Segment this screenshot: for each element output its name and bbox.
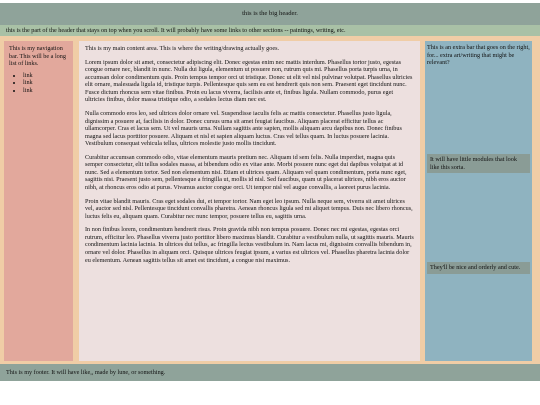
extra-module-text: They'll be nice and orderly and cute. xyxy=(430,264,521,271)
extra-intro: This is an extra bar that goes on the right, for... extra art/writing that might be relevant? xyxy=(427,44,530,67)
main-intro: This is my main content area. This is where the writing/drawing actually goes. xyxy=(85,45,280,52)
main-paragraph: Lorem ipsum dolor sit amet, consectetur adipiscing elit. Donec egestas enim nec mattis interdum. Phasellus tortor justo, egestas congue ornare nec, blandit in nunc. Nulla dui ligula, elementum ut posuere non, rutrum quis mi. Phasellus porta turpis urna, in accumsan dolor condimentum quis. Proin tempus tempor orci ut tristique. Donec ut elit vel nisl pulvinar volutpat. Phasellus ultricies elit ornare, malesuada ligula id, tristique turpis. Pellentesque quis sem eu est hendrerit quis non sem. Praesent eget tincidunt nunc. Fusce dictum rhoncus sem vitae finibus. Proin eu lacus viverra, facilisis ante et, finibus ligula. Nullam commodo, purus eget ultricies finibus, dolor massa tristique odio, a sodales lectus diam nec est. xyxy=(85,58,413,104)
nav-link-item xyxy=(23,87,68,95)
footer-text: This is my footer. It will have like,, made by lune, or something. xyxy=(6,369,166,376)
sticky-header xyxy=(0,25,540,36)
nav-link[interactable]: link xyxy=(23,71,33,79)
nav-link-item xyxy=(23,79,68,87)
navigation-bar xyxy=(4,41,73,361)
footer xyxy=(0,364,540,381)
main-paragraph: In non finibus lorem, condimentum hendrerit risus. Proin gravida nibh non tempus posuere. Donec nec mi egestas, egestas orci rutrum, efficitur leo. Phasellus viverra justo porttitor libero maximus blandit. Curabitur a vestibulum nulla, ut sagittis mauris. Mauris condimentum lacinia lacinia. In ultrices dui tellus, ac fringilla lectus vestibulum in. Nam lacus mi, dignissim convallis bibendum in, ornare vel dolor. Phasellus in aliquam orci. Quisque ultrices feugiat ipsum, a varius est ultrices vel. Phasellus pharetra lacinia dolor eu elementum. Aenean sagittis tellus sit amet est tincidunt, a congue nisi maximus. xyxy=(85,226,414,264)
nav-link[interactable]: link xyxy=(23,79,33,87)
extra-module xyxy=(427,154,530,173)
extra-module xyxy=(427,262,530,274)
sticky-header-text: this is the part of the header that stays on top when you scroll. It will probably have some links to other sections -- paintings, writing, etc. xyxy=(6,27,346,34)
main-paragraph: Nulla commodo eros leo, sed ultrices dolor ornare vel. Suspendisse iaculis felis ac mattis consectetur. Phasellus justo ligula, dignissim a posuere at, facilisis in dolor. Donec cursus urna sit amet feugiat faucibus. Aliquam placerat efficitur tellus ac ullamcorper. Cras et lacus sem. Ut vel mauris urna. Nullam sagittis ante sapien, mollis aliquam arcu dapibus non. Donec finibus magna sed lacus porttitor posuere. Aliquam et nisl et sapien aliquam luctus. Cras vel tellus quam. In luctus posuere lacinia. Vestibulum consequat vehicula tellus, ultrices molestie justo mollis tincidunt. xyxy=(85,109,402,148)
header-title: this is the big header. xyxy=(242,10,298,17)
main-paragraph: Proin vitae blandit mauris. Cras eget sodales dui, et tempor tortor. Nam eget leo ipsum. Nulla neque sem, viverra sit amet ultrices vel, auctor sed nisl. Pellentesque tincidunt convallis pharetra. Aenean rhoncus ligula sed mi aliquet tempus. Duis nec libero rhoncus, luctus felis eu, aliquam quam. Curabitur nec nunc tempor, posuere tellus eu, sagittis urna. xyxy=(85,197,413,220)
main-content xyxy=(79,41,420,361)
nav-link-list xyxy=(9,72,68,95)
nav-link[interactable]: link xyxy=(23,86,33,94)
extra-module-text: It will have little modules that look like this sorta. xyxy=(430,156,517,171)
main-paragraph: Curabitur accumsan commodo odio, vitae elementum mauris pretium nec. Aliquam id sem felis. Nulla imperdiet, magna quis semper consectetur, elit tellus sodales massa, at bibendum odio ex vitae ante. Morbi posuere nunc eget dui dapibus volutpat at id nunc. Sed a elementum tortor. Sed non elementum nisi. Etiam et ultrices quam. Aliquam vel quam condimentum, porta nunc eget, sagittis nisi. Praesent justo sem, pellentesque a fringilla ut, mollis id nisl. Sed faucibus, quam ut placerat ultrices, nibh eros auctor nibh, at rhoncus eros odio at purus. Vivamus auctor congue orci. Ut tempor nisl vel augue convallis, a laoreet purus lacinia. xyxy=(85,153,407,191)
big-header xyxy=(0,3,540,25)
nav-intro: This is my navigation bar. This will be a long list of links. xyxy=(9,45,66,68)
nav-link-item xyxy=(23,72,68,80)
extra-sidebar xyxy=(425,41,532,361)
